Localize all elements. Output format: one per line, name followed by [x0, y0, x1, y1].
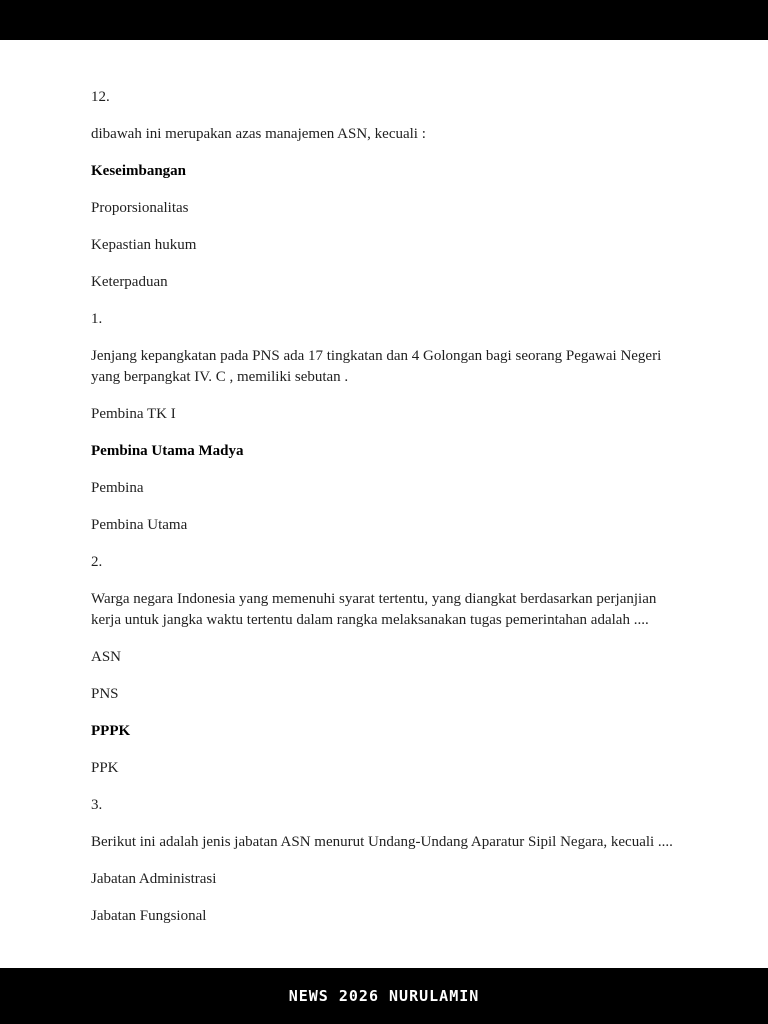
answer-option: Keseimbangan: [91, 163, 187, 179]
question-text: dibawah ini merupakan azas manajemen ASN, kecuali :: [91, 126, 426, 142]
question-text: Jenjang kepangkatan pada PNS ada 17 tingkatan dan 4 Golongan bagi seorang Pegawai Negeri yang berpangkat IV. C , memiliki sebutan .: [91, 348, 662, 385]
watermark-text: NEWS 2026 NURULAMIN: [288, 987, 480, 1005]
answer-option: PPK: [91, 760, 119, 776]
document-body: [0, 40, 768, 927]
answer-option: PPPK: [91, 723, 131, 739]
answer-option: Pembina Utama: [91, 517, 188, 533]
question-text: Warga negara Indonesia yang memenuhi syarat tertentu, yang diangkat berdasarkan perjanjian kerja untuk jangka waktu tertentu dalam rangka melaksanakan tugas pemerintahan adalah ....: [91, 591, 657, 628]
answer-option: PNS: [91, 686, 119, 702]
answer-option: Jabatan Fungsional: [91, 908, 207, 924]
question-number: 1.: [91, 311, 103, 327]
footer-watermark-bar: [0, 968, 768, 1024]
answer-option: Kepastian hukum: [91, 237, 197, 253]
question-number: 2.: [91, 554, 103, 570]
answer-option: Pembina: [91, 480, 144, 496]
question-number: 12.: [91, 89, 110, 105]
answer-option: Pembina Utama Madya: [91, 443, 244, 459]
top-letterbox-bar: [0, 0, 768, 40]
question-number: 3.: [91, 797, 103, 813]
answer-option: Keterpaduan: [91, 274, 168, 290]
answer-option: Proporsionalitas: [91, 200, 189, 216]
answer-option: Jabatan Administrasi: [91, 871, 217, 887]
answer-option: ASN: [91, 649, 122, 665]
answer-option: Pembina TK I: [91, 406, 176, 422]
question-text: Berikut ini adalah jenis jabatan ASN menurut Undang-Undang Aparatur Sipil Negara, kecuali ....: [91, 834, 673, 850]
document-page: [0, 40, 768, 968]
